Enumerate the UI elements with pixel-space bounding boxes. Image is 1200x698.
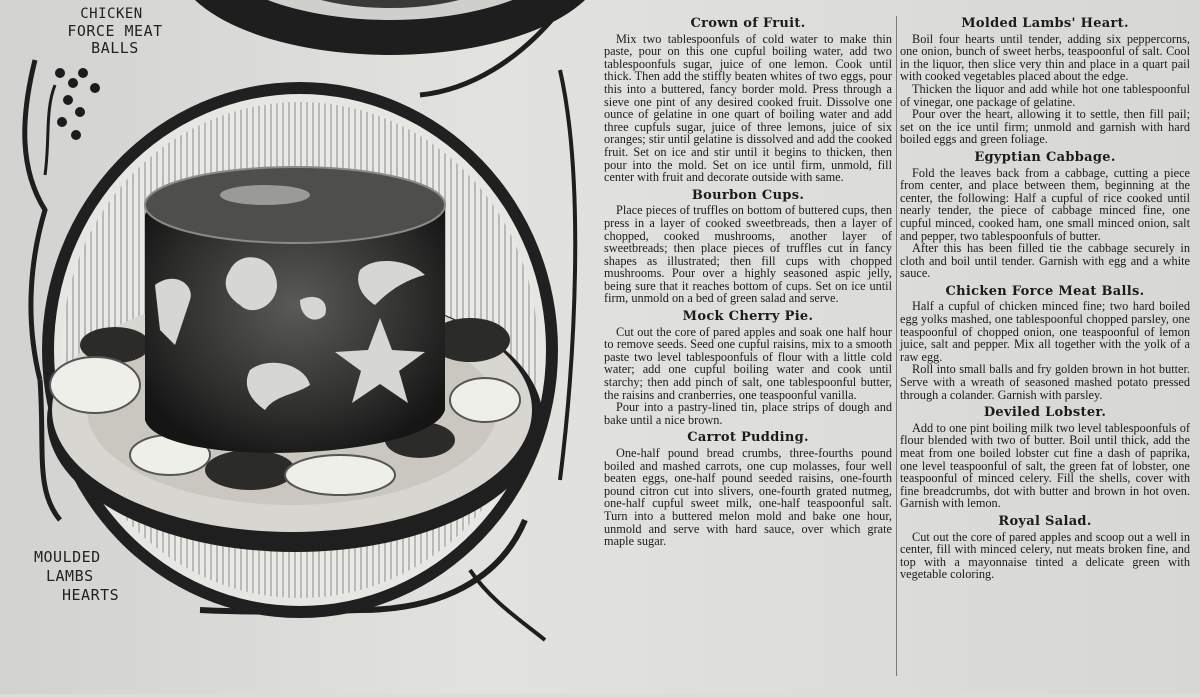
recipe-body (604, 326, 892, 427)
column-rule (896, 16, 897, 676)
recipe-paragraph: Cut out the core of pared apples and scoop out a well in center, fill with minced celery, nut meats broken fine, and top with a mayonnaise tinted a delicate green with vegetable coloring. (900, 529, 1190, 582)
recipe-body (900, 167, 1190, 280)
recipe-paragraph: Thicken the liquor and add while hot one tablespoonful of vinegar, one package of gelatine. (900, 81, 1190, 109)
frame-scroll-left (25, 60, 45, 380)
recipe-mock-cherry-pie (604, 311, 892, 426)
recipe-title: Chicken Force Meat Balls. (945, 283, 1145, 299)
text-column-2 (900, 16, 1190, 587)
recipe-title: Deviled Lobster. (983, 405, 1107, 421)
recipe-deviled-lobster (900, 407, 1190, 510)
recipe-paragraph: Cut out the core of pared apples and soak one half hour to remove seeds. Seed one cupful raisins, mix to a smooth paste two level tablespoonfuls of flour with a little cold water; add one cupful boiling water and cook until starchy; then add pinch of salt, one tablespoonful butter, the raisins and cranberries, one teaspoonful vanilla. (604, 324, 892, 402)
recipe-title: Mock Cherry Pie. (682, 309, 814, 325)
recipe-title: Molded Lambs' Heart. (961, 16, 1129, 31)
caption-bottom-line-3: HEARTS (62, 586, 120, 604)
recipe-egyptian-cabbage (900, 149, 1190, 281)
caption-bottom-line-1: MOULDED (34, 548, 101, 566)
recipe-paragraph: Half a cupful of chicken minced fine; two hard boiled egg yolks mashed, one tablespoonful chopped parsley, one teaspoonful of chopped onion, one teaspoonful of lemon juice, salt and pepper. Mix all together with the yolk of a raw egg. (900, 299, 1190, 364)
recipe-chicken-force-meat-balls (900, 283, 1190, 402)
recipe-crown-of-fruit (604, 18, 892, 184)
recipe-molded-lambs-heart (900, 18, 1190, 146)
recipe-body (604, 33, 892, 184)
caption-top-line-2: FORCE MEAT BALLS (67, 22, 163, 57)
recipe-paragraph: Add to one pint boiling milk two level tablespoonfuls of flour blended with two of butter. Boil until thick, add the meat from one boiled lobster cut fine a dash of paprika, one level teaspoonful of salt, the green fat of lobster, one teaspoonful of minced celery. Fill the shells, cover with fine breadcrumbs, dot with butter and brown in hot oven. Garnish with lemon. (900, 420, 1190, 511)
recipe-paragraph: Roll into small balls and fry golden brown in hot butter. Serve with a wreath of seasoned mashed potato pressed through a colander. Garnish with parsley. (900, 362, 1190, 402)
aspic-highlight (220, 185, 310, 205)
recipe-paragraph: After this has been filled tie the cabbage securely in cloth and boil until tender. Garnish with egg and a white sauce. (900, 241, 1190, 281)
frame-scroll-right (560, 70, 575, 480)
frame-scroll-bottom-right (470, 570, 545, 640)
recipe-body (900, 300, 1190, 401)
recipe-carrot-pudding (604, 432, 892, 547)
recipe-royal-salad (900, 513, 1190, 582)
recipe-title: Royal Salad. (998, 513, 1092, 529)
caption-top-line-1: CHICKEN (80, 6, 143, 22)
recipe-title: Egyptian Cabbage. (974, 149, 1116, 165)
recipe-paragraph: Place pieces of truffles on bottom of buttered cups, then press in a layer of cooked sweetbreads, then a layer of chopped, cooked mushrooms, another layer of sweetbreads; then place pieces of truffles cut in fancy shapes as illustrated; then fill cups with chopped mushrooms. Pour over a highly seasoned aspic jelly, being sure that it reaches bottom of cups. Set on ice until firm, unmold on a bed of green salad and serve. (604, 203, 892, 306)
recipe-body (604, 447, 892, 548)
recipe-title: Carrot Pudding. (687, 430, 809, 446)
recipe-paragraph: Pour into a pastry-lined tin, place strips of dough and bake until a nice brown. (604, 400, 892, 427)
text-column-1 (604, 16, 892, 554)
caption-bottom-line-2: LAMBS (46, 567, 94, 585)
recipe-paragraph: Boil four hearts until tender, adding six peppercorns, one onion, bunch of sweet herbs, teaspoonful of salt. Cool in the liquor, then slice very thin and place in a quart pail with cooked vegetables placed about the edge. (900, 31, 1190, 84)
illustration-panel (0, 0, 590, 694)
recipe-body (900, 422, 1190, 510)
recipe-paragraph: Mix two tablespoonfuls of cold water to make thin paste, pour on this one cupful boiling water, add two tablespoonfuls sugar, juice of one lemon. Cook until thick. Then add the stiffly beaten whites of two eggs, pour this into a buttered, fancy border mold. Press through a sieve one pint of any desired cooked fruit. Dissolve one ounce of gelatine in one quart of boiling water and add three cupfuls sugar, juice of three lemons, juice of six oranges; stir until gelatine is dissolved and add the cooked fruit. Set on ice and stir until it begins to thicken, then pour into the mold. Set on ice until firm, unmold, fill center with fruit and decorate outside with same. (604, 31, 892, 185)
caption-moulded-lambs-hearts (34, 548, 119, 605)
recipe-title: Bourbon Cups. (691, 187, 805, 203)
recipe-title: Crown of Fruit. (690, 16, 806, 31)
caption-chicken-force-meat-balls (54, 6, 169, 57)
recipe-body (900, 33, 1190, 146)
recipe-paragraph: Pour over the heart, allowing it to settle, then fill pail; set on the ice until firm; unmold and garnish with hard boiled eggs and green foliage. (900, 107, 1190, 147)
berry-cluster (45, 68, 100, 175)
recipe-body (604, 204, 892, 305)
recipe-bourbon-cups (604, 187, 892, 306)
recipe-paragraph: One-half pound bread crumbs, three-fourths pound boiled and mashed carrots, one cup molasses, four well beaten eggs, one-half pound seeded raisins, one-fourth pound citron cut into slivers, one-fourth grated nutmeg, one-half cupful sweet milk, one-half teaspoonful salt. Turn into a buttered melon mold and bake one hour, unmold and serve with hard sauce, over which grate maple sugar. (604, 446, 892, 549)
recipe-paragraph: Fold the leaves back from a cabbage, cutting a piece from center, and place between them, beginning at the center, the following: Half a cupful of rice cooked until nearly tender, the piece of cabbage minced fine, one cupful minced, cooked ham, one small minced onion, salt and pepper, two tablespoonfuls of butter. (900, 165, 1190, 243)
aspic-top (145, 167, 445, 243)
recipe-body (900, 531, 1190, 581)
